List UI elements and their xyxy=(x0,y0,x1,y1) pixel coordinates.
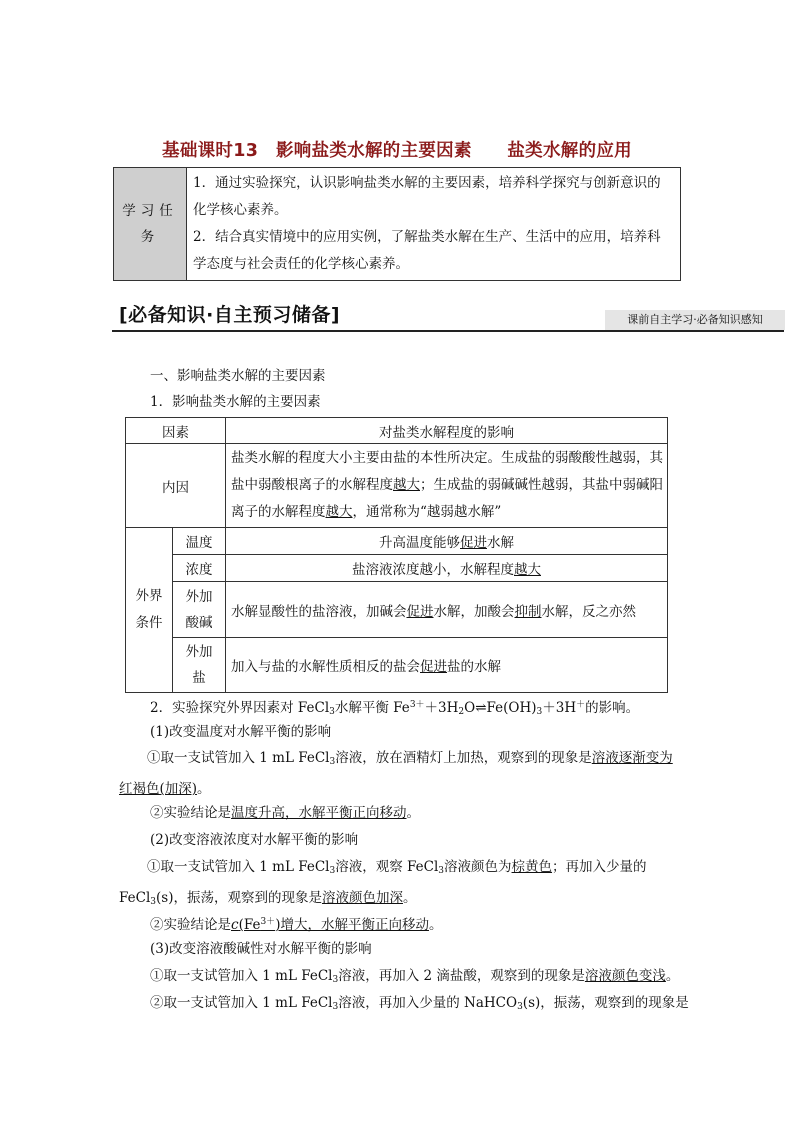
conc-text: 盐溶液浓度越小，水解程度越大 xyxy=(226,555,668,582)
temp-label: 温度 xyxy=(173,528,226,555)
task-label xyxy=(114,168,187,281)
exp3-step2: ②取一支试管加入 1 mL FeCl$_3$溶液，再加入少量的 NaHCO$_3$(s)，振荡，观察到的现象是 xyxy=(150,995,689,1012)
header-effect: 对盐类水解程度的影响 xyxy=(226,418,668,444)
exp2-title: (2)改变溶液浓度对水解平衡的影响 xyxy=(150,832,359,848)
learning-task-table xyxy=(113,167,681,281)
exp1-step1: ①取一支试管加入 1 mL FeCl$_3$溶液，放在酒精灯上加热，观察到的现象是溶液逐渐变为红褐色(加深)。 xyxy=(119,750,673,797)
page-title: 基础课时13 影响盐类水解的主要因素 盐类水解的应用 xyxy=(162,141,632,161)
conc-label: 浓度 xyxy=(173,555,226,582)
subheading-factors: 1．影响盐类水解的主要因素 xyxy=(150,394,321,410)
internal-label: 内因 xyxy=(126,444,226,528)
section-title: [必备知识·自主预习储备] xyxy=(119,304,341,326)
header-factor: 因素 xyxy=(126,418,226,444)
internal-text: 盐类水解的程度大小主要由盐的本性所决定。生成盐的弱酸酸性越弱，其盐中弱酸根离子的水解程度越大；生成盐的弱碱碱性越弱，其盐中弱碱阳离子的水解程度越大，通常称为“越弱越水解” xyxy=(226,444,668,528)
acid-text: 水解显酸性的盐溶液，加碱会促进水解，加酸会抑制水解，反之亦然 xyxy=(226,582,668,638)
factor-table xyxy=(125,417,668,693)
exp3-step1: ①取一支试管加入 1 mL FeCl$_3$溶液，再加入 2 滴盐酸，观察到的现象是溶液颜色变浅。 xyxy=(150,968,680,985)
section-tag: 课前自主学习·必备知识感知 xyxy=(605,310,785,330)
task-item-2: 2．结合真实情境中的应用实例，了解盐类水解在生产、生活中的应用，培养科学态度与社会责任的化学核心素养。 xyxy=(193,229,661,272)
task-content xyxy=(187,168,681,281)
task-label-text: 学习任务 xyxy=(122,203,178,245)
task-item-1: 1．通过实验探究，认识影响盐类水解的主要因素，培养科学探究与创新意识的化学核心素养。 xyxy=(193,175,661,218)
acid-label: 外加酸碱 xyxy=(173,582,226,638)
salt-text: 加入与盐的水解性质相反的盐会促进盐的水解 xyxy=(226,638,668,693)
exp1-step2: ②实验结论是温度升高，水解平衡正向移动。 xyxy=(150,805,420,821)
exp1-title: (1)改变温度对水解平衡的影响 xyxy=(150,724,332,740)
external-label: 外界条件 xyxy=(126,528,173,693)
exp2-step1: ①取一支试管加入 1 mL FeCl$_3$溶液，观察 FeCl$_3$溶液颜色为棕黄色；再加入少量的FeCl$_3$(s)，振荡，观察到的现象是溶液颜色加深。 xyxy=(119,859,647,907)
exp-heading: 2．实验探究外界因素对 FeCl$_3$水解平衡 $Fe^{3+}+3H_2O\rightleftharpoons Fe(OH)_3+3H^+$的影响。 xyxy=(150,700,640,717)
exp3-title: (3)改变溶液酸碱性对水解平衡的影响 xyxy=(150,941,372,957)
salt-label: 外加盐 xyxy=(173,638,226,693)
temp-text: 升高温度能够促进水解 xyxy=(226,528,668,555)
exp2-step2: ②实验结论是$c(Fe^{3+})$增大，水解平衡正向移动。 xyxy=(150,917,443,933)
heading-factors: 一、影响盐类水解的主要因素 xyxy=(150,368,326,384)
